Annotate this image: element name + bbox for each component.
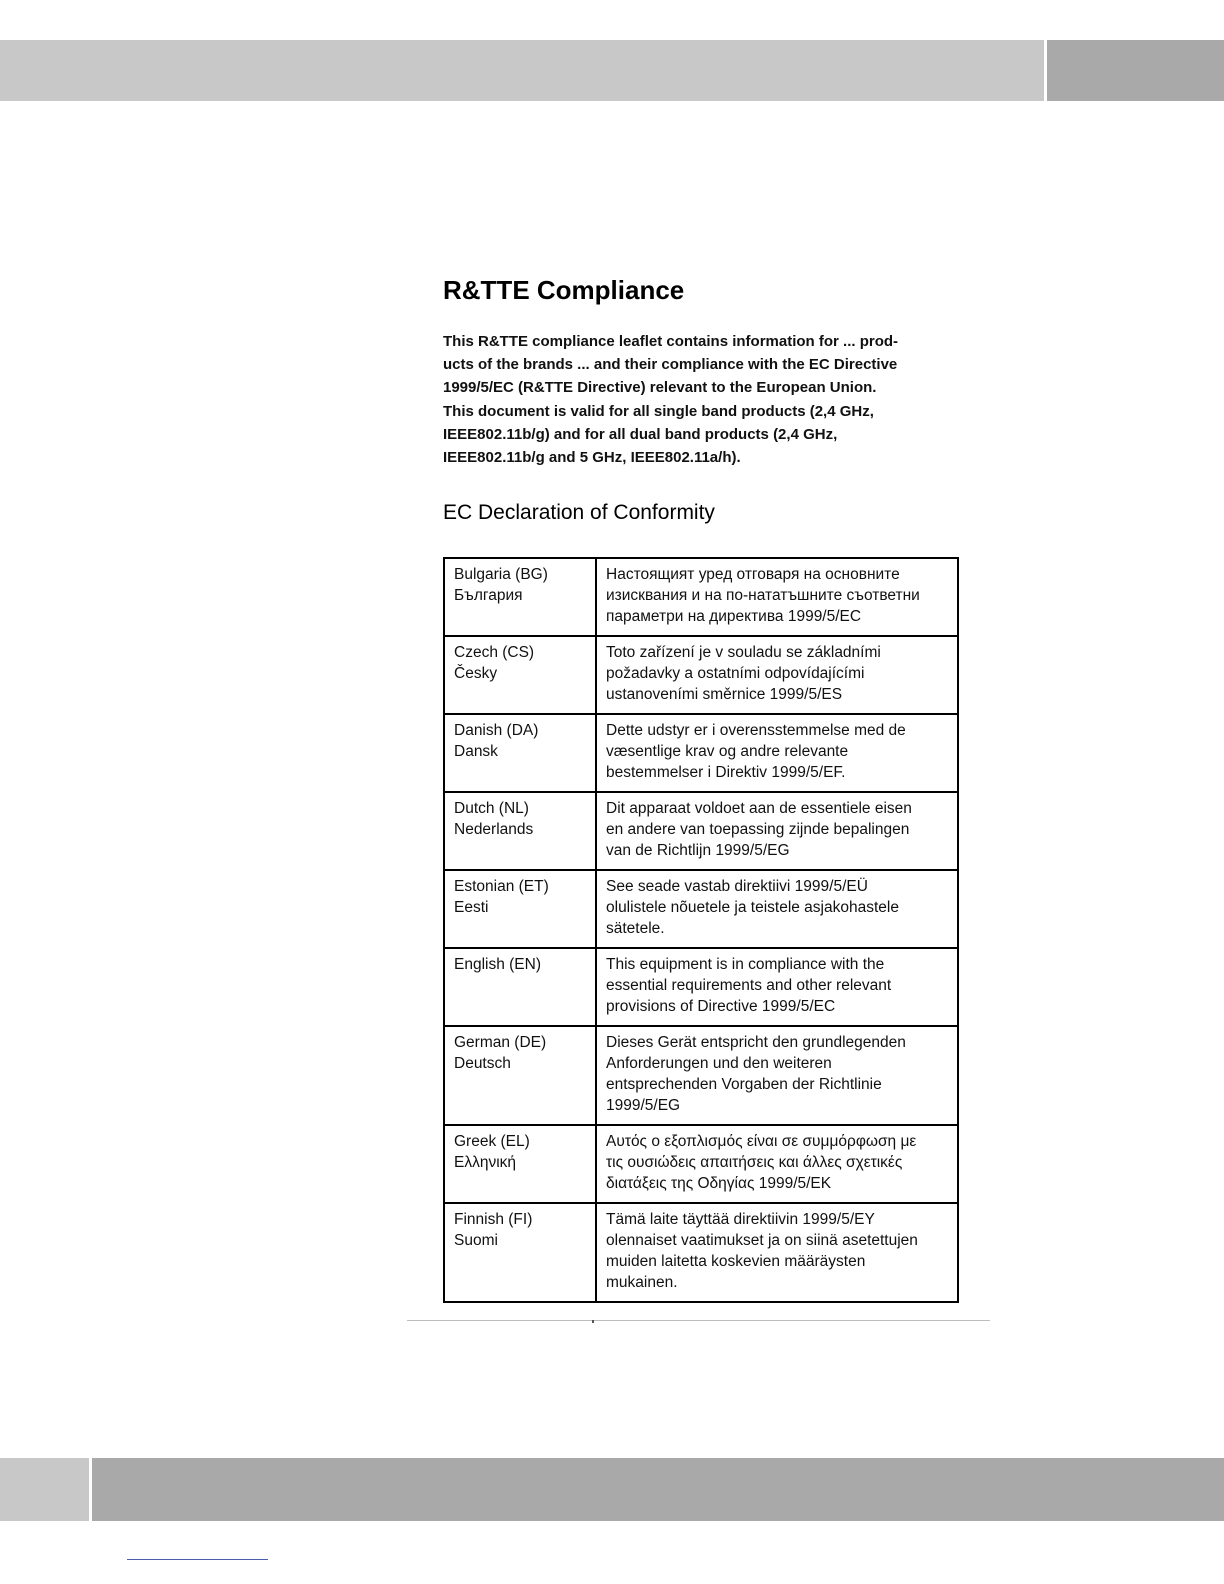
page-title: R&TTE Compliance [443,275,685,305]
language-cell [444,870,596,948]
declaration-line: Tämä laite täyttää direktiivin 1999/5/EY [606,1211,875,1229]
language-cell [444,1125,596,1203]
language-native-name: Deutsch [454,1055,511,1073]
language-name: Danish (DA) [454,722,539,740]
declaration-line: This equipment is in compliance with the [606,956,885,974]
language-name: Estonian (ET) [454,878,549,896]
footer-band [0,1458,89,1521]
declaration-line: provisions of Directive 1999/5/EC [606,998,836,1016]
declaration-line: bestemmelser i Direktiv 1999/5/EF. [606,764,846,782]
declaration-cell [596,948,958,1026]
intro-line: This document is valid for all single band products (2,4 GHz, [443,402,874,420]
section-title: EC Declaration of Conformity [443,501,715,525]
declaration-line: ustanoveními směrnice 1999/5/ES [606,686,843,704]
intro-line: 1999/5/EC (R&TTE Directive) relevant to the European Union. [443,379,877,397]
intro-line: This R&TTE compliance leaflet contains information for ... prod- [443,333,899,350]
language-name: Bulgaria (BG) [454,566,548,584]
language-native-name: Nederlands [454,821,534,839]
footer-link-underline [127,1559,268,1560]
table-row [444,1125,958,1203]
header-band-accent [1047,40,1224,101]
declaration-line: Dette udstyr er i overensstemmelse med de [606,722,906,740]
declaration-line: Anforderungen und den weiteren [606,1055,832,1073]
declaration-line: Αυτός ο εξοπλισμός είναι σε συμμόρφωση με [606,1133,917,1151]
intro-paragraph [443,330,965,469]
declaration-cell [596,870,958,948]
language-cell [444,948,596,1026]
table-row [444,792,958,870]
declaration-cell [596,636,958,714]
language-native-name: Ελληνική [454,1154,517,1172]
language-cell [444,636,596,714]
declaration-line: τις ουσιώδεις απαιτήσεις και άλλες σχετικές [606,1154,903,1172]
declaration-line: 1999/5/EG [606,1097,681,1115]
language-native-name: Dansk [454,743,498,761]
language-native-name: Suomi [454,1232,498,1250]
table-row [444,558,958,636]
declaration-line: væsentlige krav og andre relevante [606,743,849,761]
language-name: Czech (CS) [454,644,535,662]
footer-divider [407,1320,990,1321]
language-cell [444,1026,596,1125]
declaration-line: sätetele. [606,920,665,938]
declaration-cell [596,714,958,792]
header-band [0,40,1044,101]
declaration-cell [596,1125,958,1203]
language-name: German (DE) [454,1034,547,1052]
table-row [444,636,958,714]
page-content [443,274,965,1303]
table-row [444,870,958,948]
language-native-name: Eesti [454,899,489,917]
footer-divider-tick [592,1320,594,1323]
intro-line: IEEE802.11b/g and 5 GHz, IEEE802.11a/h). [443,449,741,467]
declaration-line: muiden laitetta koskevien määräysten [606,1253,866,1271]
language-name: Dutch (NL) [454,800,529,818]
declaration-line: en andere van toepassing zijnde bepalingen [606,821,910,839]
declaration-line: Настоящият уред отговаря на основните [606,566,900,584]
declaration-cell [596,792,958,870]
language-name: English (EN) [454,956,541,974]
intro-line: IEEE802.11b/g) and for all dual band products (2,4 GHz, [443,425,838,443]
declaration-line: διατάξεις της Οδηγίας 1999/5/ΕΚ [606,1175,832,1193]
language-name: Greek (EL) [454,1133,530,1151]
declaration-line: Dit apparaat voldoet aan de essentiele eisen [606,800,912,818]
language-native-name: България [454,587,523,605]
declaration-line: van de Richtlijn 1999/5/EG [606,842,790,860]
language-cell [444,1203,596,1302]
language-native-name: Česky [454,665,498,683]
declaration-line: mukainen. [606,1274,678,1292]
declaration-line: See seade vastab direktiivi 1999/5/EÜ [606,878,868,896]
language-cell [444,714,596,792]
conformity-table [443,557,959,1303]
language-cell [444,558,596,636]
declaration-cell [596,1026,958,1125]
intro-line: ucts of the brands ... and their compliance with the EC Directive [443,356,898,374]
declaration-line: olennaiset vaatimukset ja on siinä asetettujen [606,1232,918,1250]
declaration-line: olulistele nõuetele ja teistele asjakohastele [606,899,899,917]
declaration-line: Dieses Gerät entspricht den grundlegenden [606,1034,906,1052]
declaration-line: параметри на директива 1999/5/EC [606,608,862,626]
table-row [444,1203,958,1302]
table-row [444,714,958,792]
declaration-cell [596,1203,958,1302]
declaration-line: изисквания и на по-нататъшните съответни [606,587,920,605]
language-cell [444,792,596,870]
language-name: Finnish (FI) [454,1211,533,1229]
declaration-line: essential requirements and other relevant [606,977,892,995]
table-row [444,948,958,1026]
declaration-line: Toto zařízení je v souladu se základními [606,644,881,662]
declaration-line: entsprechenden Vorgaben der Richtlinie [606,1076,882,1094]
declaration-line: požadavky a ostatními odpovídajícími [606,665,865,683]
table-row [444,1026,958,1125]
declaration-cell [596,558,958,636]
footer-band-accent [92,1458,1224,1521]
